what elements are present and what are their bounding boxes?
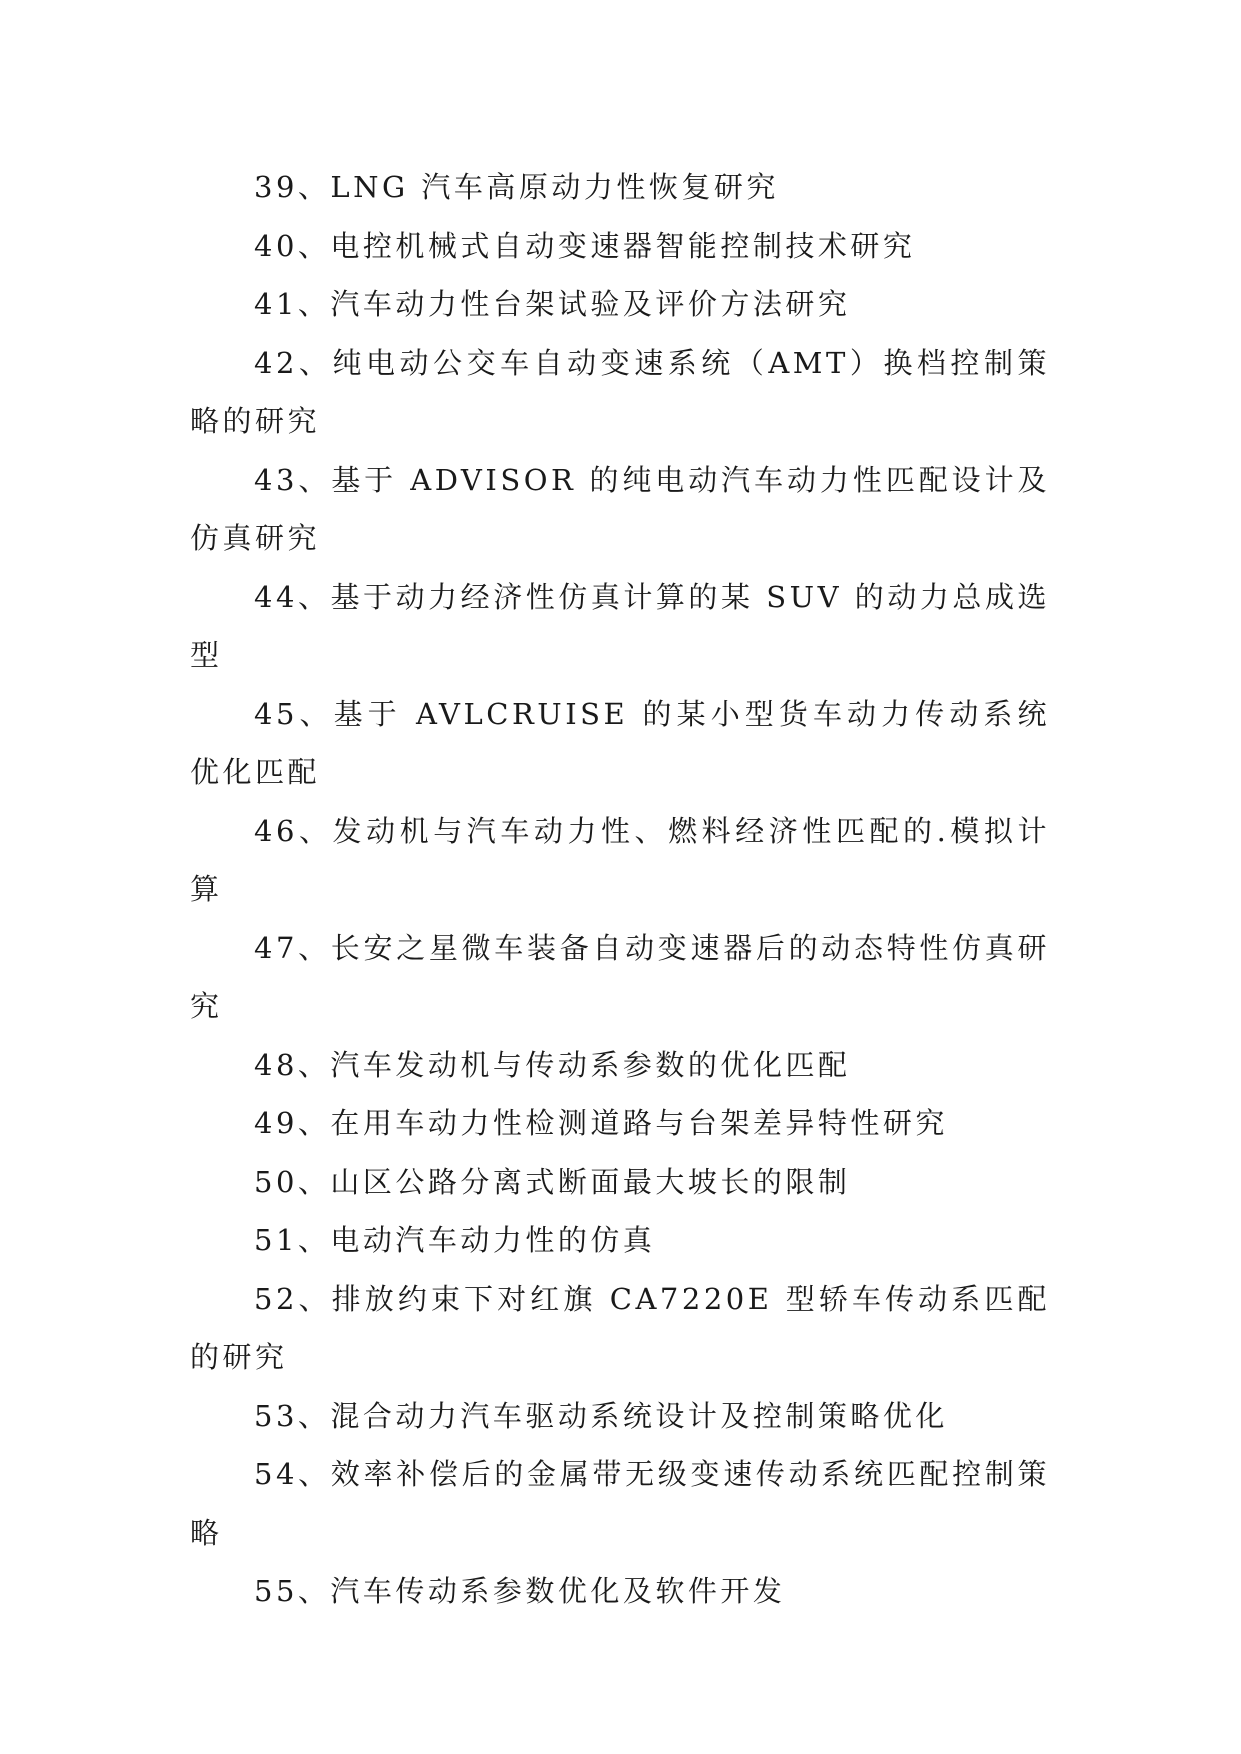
list-item: 39、LNG 汽车高原动力性恢复研究 (254, 170, 779, 204)
list-item: 41、汽车动力性台架试验及评价方法研究 (254, 287, 851, 321)
list-item: 44、基于动力经济性仿真计算的某 SUV 的动力总成选型 (190, 579, 1050, 672)
list-item: 42、纯电动公交车自动变速系统（AMT）换档控制策略的研究 (190, 345, 1050, 438)
reference-list (190, 158, 1050, 1621)
list-item: 40、电控机械式自动变速器智能控制技术研究 (254, 228, 916, 263)
list-item: 52、排放约束下对红旗 CA7220E 型轿车传动系匹配的研究 (190, 1281, 1050, 1374)
list-item: 49、在用车动力性检测道路与台架差异特性研究 (254, 1106, 948, 1140)
list-item: 53、混合动力汽车驱动系统设计及控制策略优化 (254, 1398, 948, 1433)
list-item: 55、汽车传动系参数优化及软件开发 (254, 1574, 786, 1608)
list-item: 47、长安之星微车装备自动变速器后的动态特性仿真研究 (190, 930, 1050, 1023)
list-item: 50、山区公路分离式断面最大坡长的限制 (254, 1164, 851, 1199)
list-item: 46、发动机与汽车动力性、燃料经济性匹配的.模拟计算 (190, 813, 1050, 906)
list-item: 48、汽车发动机与传动系参数的优化匹配 (254, 1047, 851, 1082)
list-item: 51、电动汽车动力性的仿真 (254, 1223, 656, 1257)
list-item: 43、基于 ADVISOR 的纯电动汽车动力性匹配设计及仿真研究 (190, 462, 1050, 555)
list-item: 45、基于 AVLCRUISE 的某小型货车动力传动系统优化匹配 (190, 696, 1050, 789)
list-item: 54、效率补偿后的金属带无级变速传动系统匹配控制策略 (190, 1457, 1050, 1550)
